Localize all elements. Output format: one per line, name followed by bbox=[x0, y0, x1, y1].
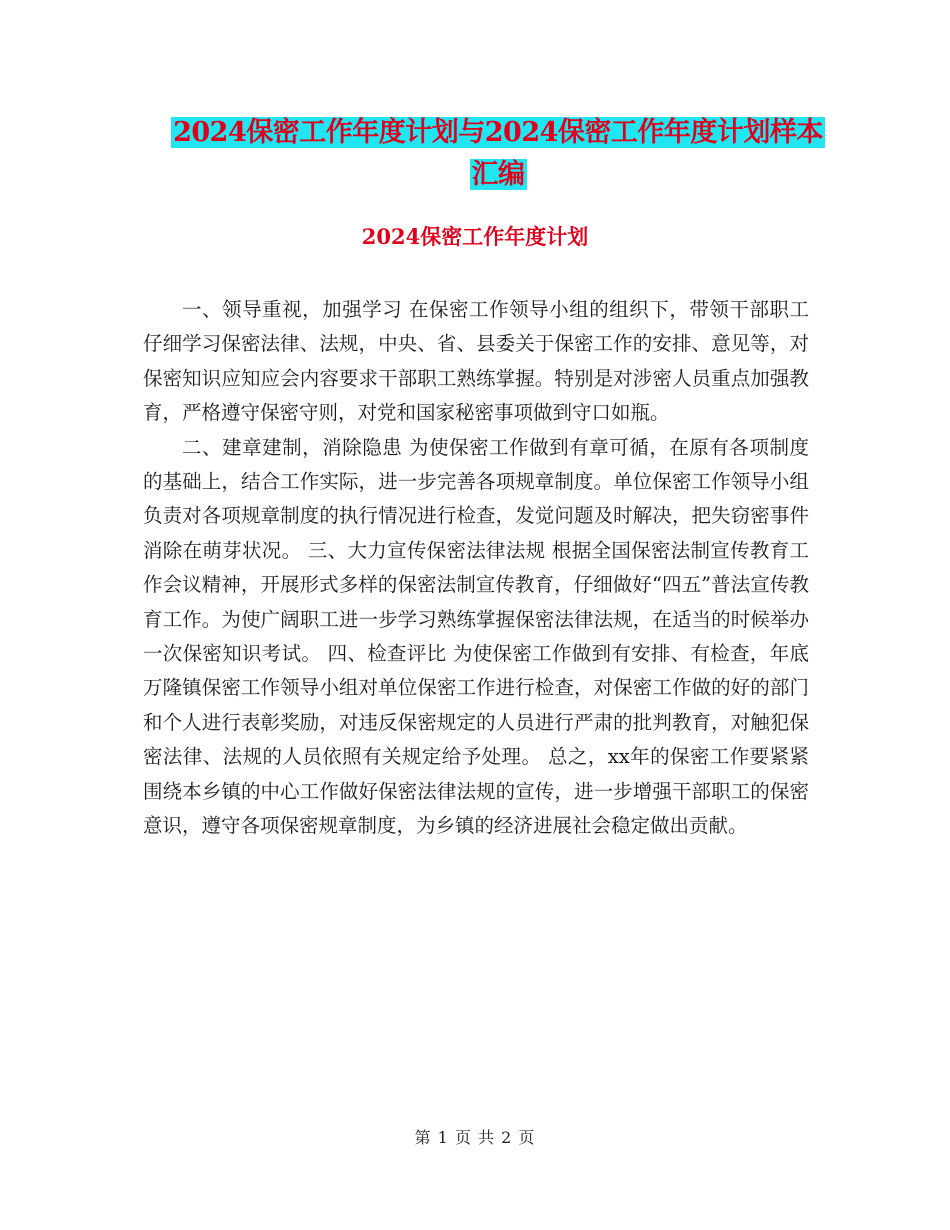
document-title-line2: 汇编 bbox=[471, 159, 525, 190]
document-title-line1: 2024保密工作年度计划与2024保密工作年度计划样本 bbox=[173, 117, 823, 148]
section-title: 2024保密工作年度计划 bbox=[361, 224, 589, 249]
document-body bbox=[143, 293, 809, 844]
paragraph: 二、建章建制，消除隐患 为使保密工作做到有章可循，在原有各项制度的基础上，结合工作实际，进一步完善各项规章制度。单位保密工作领导小组负责对各项规章制度的执行情况进行检查，发觉问题及时解决，把失窃密事件消除在萌芽状况。 三、大力宣传保密法律法规 根据全国保密法制宣传教育工作会议精神，开展形式多样的保密法制宣传教育，仔细做好“四五”普法宣传教育工作。为使广阔职工进一步学习熟练掌握保密法律法规，在适当的时候举办一次保密知识考试。 四、检查评比 为使保密工作做到有安排、有检查，年底万隆镇保密工作领导小组对单位保密工作进行检查，对保密工作做的好的部门和个人进行表彰奖励，对违反保密规定的人员进行严肃的批判教育，对触犯保密法律、法规的人员依照有关规定给予处理。 总之，xx年的保密工作要紧紧围绕本乡镇的中心工作做好保密法律法规的宣传，进一步增强干部职工的保密意识，遵守各项保密规章制度，为乡镇的经济进展社会稳定做出贡献。 bbox=[143, 435, 809, 838]
page-footer: 第 1 页 共 2 页 bbox=[414, 1128, 536, 1147]
paragraph: 一、领导重视，加强学习 在保密工作领导小组的组织下，带领干部职工仔细学习保密法律、法规，中央、省、县委关于保密工作的安排、意见等，对保密知识应知应会内容要求干部职工熟练掌握。特别是对涉密人员重点加强教育，严格遵守保密守则，对党和国家秘密事项做到守口如瓶。 bbox=[143, 298, 809, 425]
document-title bbox=[140, 112, 856, 196]
